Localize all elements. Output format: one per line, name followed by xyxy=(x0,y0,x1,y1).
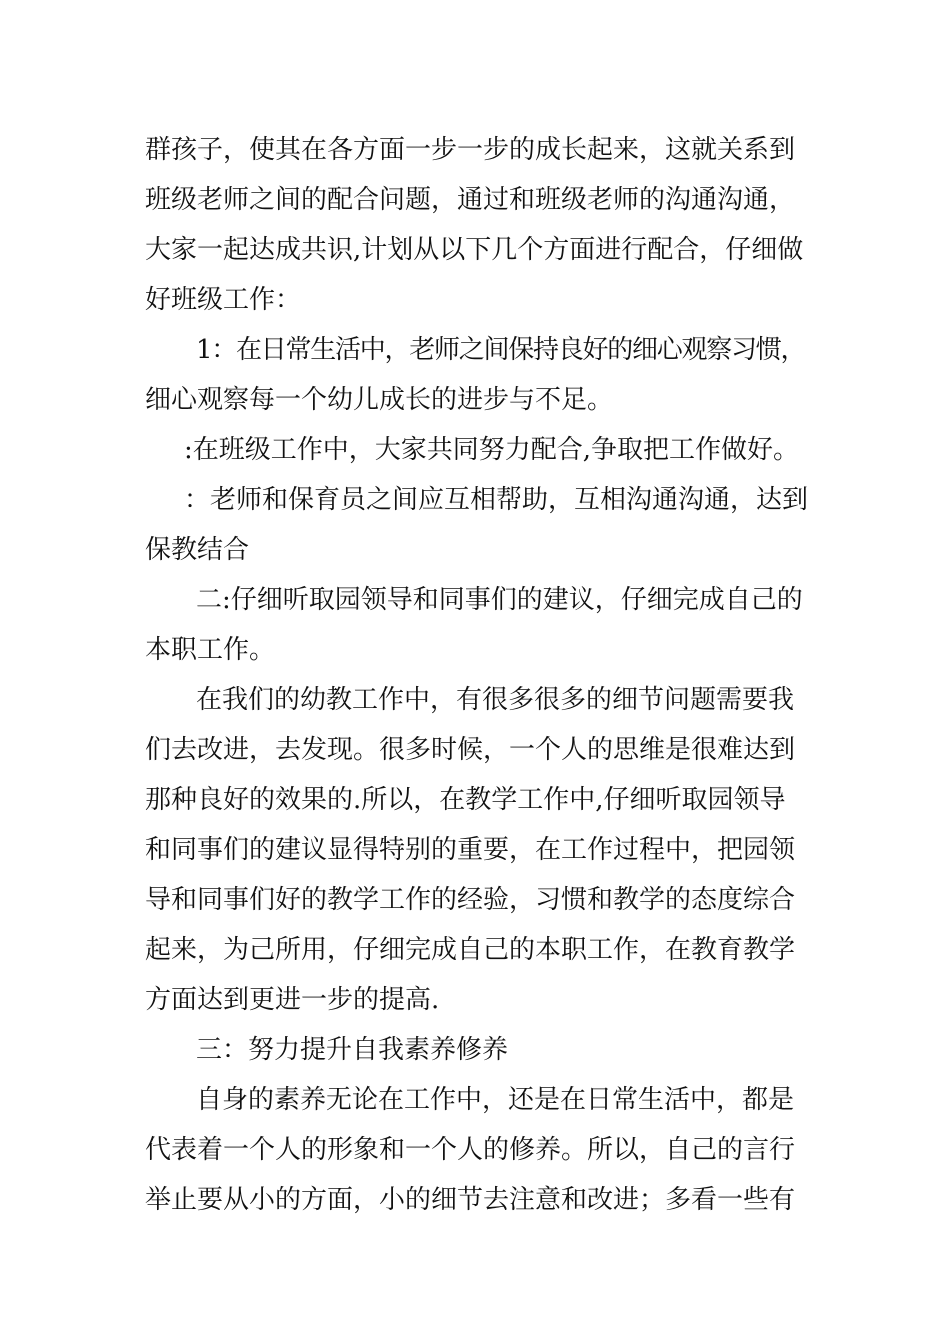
text-line: 大家一起达成共识,计划从以下几个方面进行配合，仔细做 xyxy=(145,235,804,265)
text-line: 自身的素养无论在工作中，还是在日常生活中，都是 xyxy=(196,1085,795,1115)
text-line: :在班级工作中，大家共同努力配合,争取把工作做好。 xyxy=(184,435,800,465)
text-line: 导和同事们好的教学工作的经验，习惯和教学的态度综合 xyxy=(145,885,796,915)
text-line: 班级老师之间的配合问题，通过和班级老师的沟通沟通， xyxy=(145,185,796,215)
text-line: 群孩子，使其在各方面一步一步的成长起来，这就关系到 xyxy=(145,135,796,165)
text-line: 起来，为己所用，仔细完成自己的本职工作，在教育教学 xyxy=(145,935,796,965)
text-line: 举止要从小的方面，小的细节去注意和改进；多看一些有 xyxy=(145,1185,796,1215)
text-line: 在我们的幼教工作中，有很多很多的细节问题需要我 xyxy=(196,685,795,715)
text-line: 和同事们的建议显得特别的重要，在工作过程中，把园领 xyxy=(145,835,796,865)
text-line: 保教结合 xyxy=(145,535,250,565)
text-line: 方面达到更进一步的提高. xyxy=(145,985,440,1015)
text-line: 本职工作。 xyxy=(145,635,276,665)
text-line: 们去改进，去发现。很多时候，一个人的思维是很难达到 xyxy=(145,735,796,765)
section-heading: 三：努力提升自我素养修养 xyxy=(196,1035,509,1065)
text-line: ：老师和保育员之间应互相帮助，互相沟通沟通，达到 xyxy=(184,485,809,515)
section-heading: 二:仔细听取园领导和同事们的建议，仔细完成自己的 xyxy=(196,585,803,615)
text-line: 好班级工作： xyxy=(145,285,302,315)
text-line: 代表着一个人的形象和一个人的修养。所以，自己的言行 xyxy=(145,1135,796,1165)
text-line: 细心观察每一个幼儿成长的进步与不足。 xyxy=(145,385,614,415)
text-line: 1：在日常生活中，老师之间保持良好的细心观察习惯， xyxy=(196,335,806,365)
text-line: 那种良好的效果的.所以，在教学工作中,仔细听取园领导 xyxy=(145,785,786,815)
